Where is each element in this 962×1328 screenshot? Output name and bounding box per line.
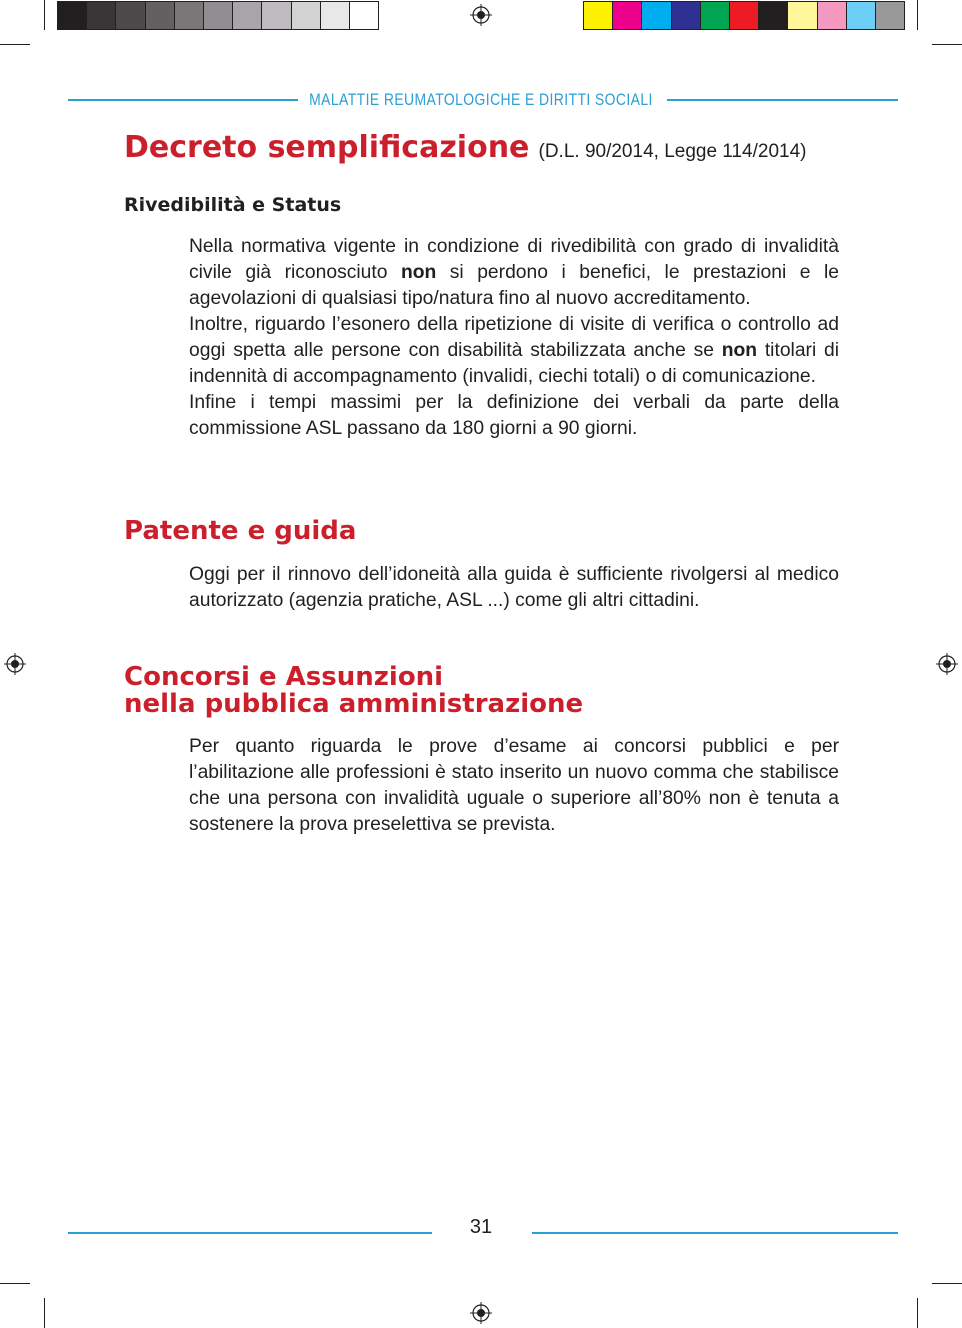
crop-mark	[932, 44, 962, 45]
color-swatch	[613, 2, 642, 29]
gray-swatch	[175, 2, 204, 29]
crop-mark	[44, 1298, 45, 1328]
crop-mark	[932, 1283, 962, 1284]
color-swatch	[876, 2, 904, 29]
gray-swatch	[146, 2, 175, 29]
gray-swatch	[292, 2, 321, 29]
gray-swatch	[321, 2, 350, 29]
color-swatch	[584, 2, 613, 29]
section2-body	[189, 562, 839, 614]
page-number: 31	[469, 1216, 493, 1238]
section-heading-patente: Patente e guida	[124, 516, 357, 546]
color-swatch	[788, 2, 817, 29]
gray-swatch	[87, 2, 116, 29]
color-swatch	[730, 2, 759, 29]
heading-line: Concorsi e Assunzioni	[124, 662, 444, 692]
color-swatch	[847, 2, 876, 29]
registration-mark-icon	[470, 1302, 492, 1324]
color-swatch	[701, 2, 730, 29]
crop-mark	[917, 0, 918, 30]
section3-body	[189, 734, 839, 838]
page-title	[124, 130, 806, 165]
heading-line: nella pubblica amministrazione	[124, 689, 584, 719]
running-header: MALATTIE REUMATOLOGICHE E DIRITTI SOCIALI	[309, 90, 653, 109]
color-swatch	[759, 2, 788, 29]
title-main: Decreto semplificazione	[124, 130, 530, 165]
color-swatch	[672, 2, 701, 29]
crop-mark	[0, 1283, 30, 1284]
section1-body	[189, 234, 839, 442]
paragraph: Nella normativa vigente in condizione di rivedibilità con grado di invalidità civile già riconosciuto non si perdono i benefici, le prestazioni e le agevolazioni di qualsiasi tipo/natura fino al nuovo accreditamento.	[189, 236, 839, 309]
gray-swatch	[262, 2, 291, 29]
gray-swatch	[233, 2, 262, 29]
crop-mark	[0, 44, 30, 45]
paragraph: Per quanto riguarda le prove d’esame ai concorsi pubblici e per l’abilitazione alle professioni è stato inserito un nuovo comma che stabilisce che una persona con invalidità uguale o superiore all’80% non è tenuta a sostenere la prova preselettiva se prevista.	[189, 736, 839, 835]
color-calibration-bar	[583, 1, 905, 30]
section-heading-concorsi	[124, 664, 583, 718]
gray-calibration-bar	[57, 1, 379, 30]
paragraph: Inoltre, riguardo l’esonero della ripetizione di visite di verifica o controllo ad oggi spetta alle persone con disabilità stabilizzata anche se non titolari di indennità di accompagnamento (invalidi, ciechi totali) o di comunicazione.	[189, 314, 839, 387]
gray-swatch	[58, 2, 87, 29]
gray-swatch	[116, 2, 145, 29]
subheading-rivedibilita: Rivedibilità e Status	[124, 194, 342, 216]
registration-mark-icon	[936, 653, 958, 675]
crop-mark	[917, 1298, 918, 1328]
gray-swatch	[204, 2, 233, 29]
paragraph: Oggi per il rinnovo dell’idoneità alla guida è sufficiente rivolgersi al medico autorizzato (agenzia pratiche, ASL ...) come gli altri cittadini.	[189, 564, 839, 611]
color-swatch	[642, 2, 671, 29]
paragraph: Infine i tempi massimi per la definizione dei verbali da parte della commissione ASL passano da 180 giorni a 90 giorni.	[189, 392, 839, 439]
color-swatch	[818, 2, 847, 29]
registration-mark-icon	[4, 653, 26, 675]
registration-mark-icon	[470, 4, 492, 26]
gray-swatch	[350, 2, 378, 29]
crop-mark	[44, 0, 45, 30]
title-reference: (D.L. 90/2014, Legge 114/2014)	[538, 141, 807, 162]
